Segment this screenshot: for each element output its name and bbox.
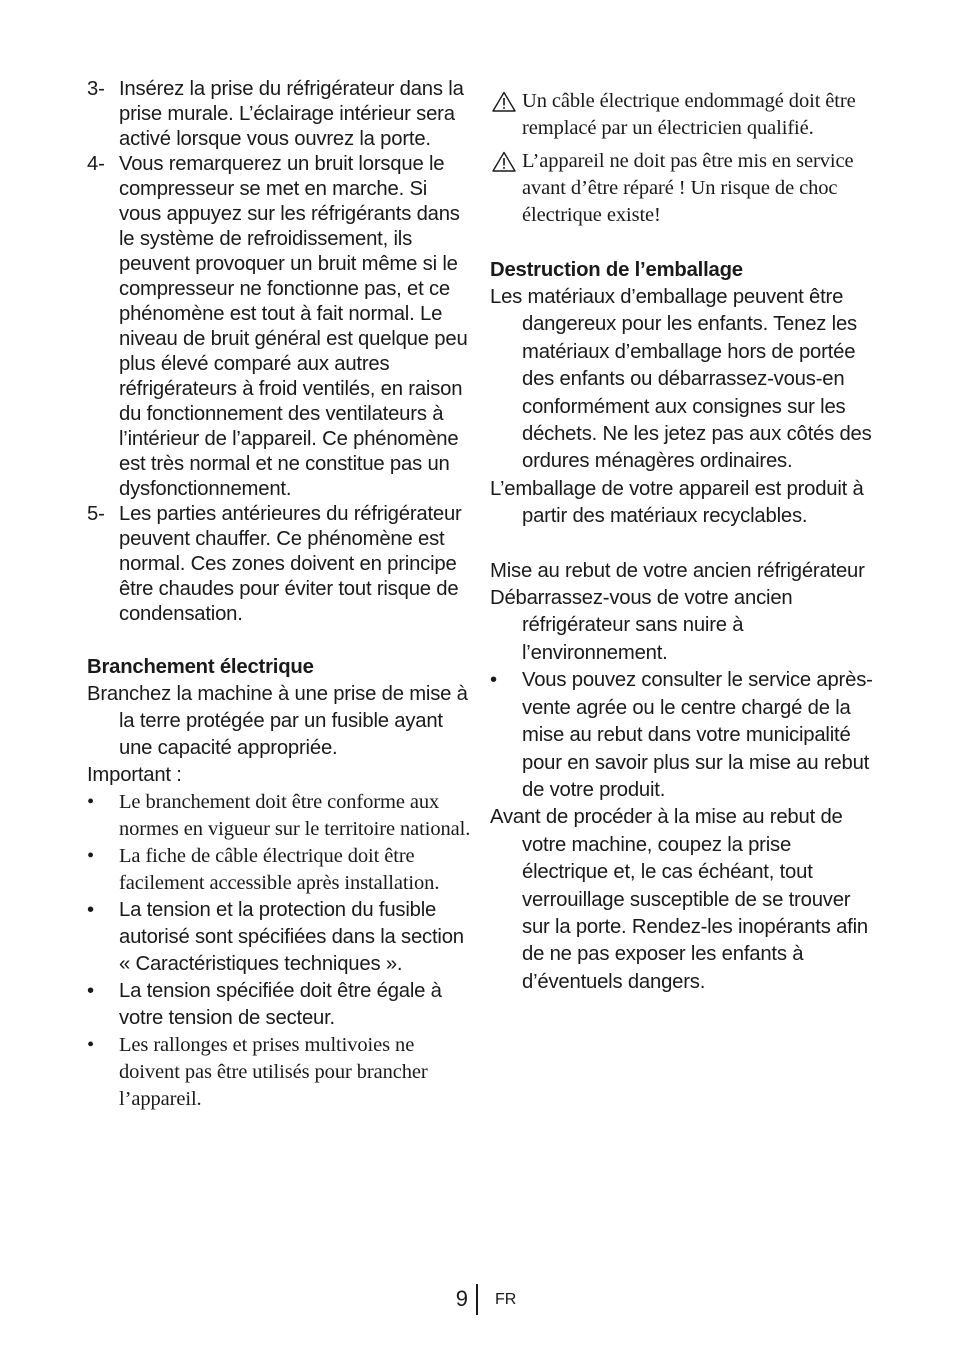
step-number: 4-: [87, 153, 105, 175]
warning-triangle-icon: [492, 151, 516, 172]
disposal-paragraph: Débarrassez-vous de votre ancien réfrigérateur sans nuire à l’environnement.: [490, 587, 793, 664]
list-item: [490, 667, 874, 804]
list-item: [87, 978, 471, 1032]
page-footer: [0, 1284, 954, 1316]
footer-divider: [476, 1284, 478, 1315]
disposal-heading: Mise au rebut de votre ancien réfrigérateur: [490, 559, 865, 582]
electrical-heading: Branchement électrique: [87, 656, 314, 678]
step-number: 5-: [87, 503, 105, 525]
step-5: [87, 502, 471, 627]
list-item: [87, 897, 471, 978]
language-code: FR: [495, 1291, 517, 1308]
electrical-intro: Branchez la machine à une prise de mise à la terre protégée par un fusible ayant une capacité appropriée.: [87, 683, 468, 759]
bullet-icon: •: [87, 791, 95, 813]
warning-text: L’appareil ne doit pas être mis en service avant d’être réparé ! Un risque de choc électrique existe!: [522, 150, 854, 226]
step-text: Insérez la prise du réfrigérateur dans la prise murale. L’éclairage intérieur sera activé lorsque vous ouvrez la porte.: [119, 78, 464, 150]
bullet-icon: •: [87, 899, 94, 921]
list-item: [87, 1032, 471, 1113]
spacer: [490, 531, 874, 558]
list-item-text: Vous pouvez consulter le service après-vente agrée ou le centre chargé de la mise au rebut dans votre municipalité pour en savoir plus sur la mise au rebut de votre produit.: [522, 669, 873, 801]
right-column: [490, 88, 874, 996]
warning-triangle-icon: [492, 91, 516, 112]
step-4: [87, 152, 471, 502]
bullet-icon: •: [87, 1034, 95, 1056]
spacer: [87, 627, 471, 654]
packaging-paragraph: L’emballage de votre appareil est produit à partir des matériaux recyclables.: [490, 477, 864, 528]
step-number: 3-: [87, 78, 105, 100]
list-item-text: Les rallonges et prises multivoies ne doivent pas être utilisés pour brancher l’appareil.: [119, 1034, 428, 1110]
disposal-paragraph: Avant de procéder à la mise au rebut de votre machine, coupez la prise électrique et, le cas échéant, tout verrouillage susceptible de se trouver sur la porte. Rendez-les inopérants afin de ne pas exposer les enfants à d’éventuels dangers.: [490, 806, 868, 993]
spacer: [490, 229, 874, 257]
left-column: [87, 77, 471, 1113]
packaging-paragraph: Les matériaux d’emballage peuvent être dangereux pour les enfants. Tenez les matériaux d’emballage hors de portée des enfants ou débarrassez-vous-en conformément aux consignes sur les déchets. Ne les jetez pas aux côtés des ordures ménagères ordinaires.: [490, 286, 872, 473]
warning-note: [490, 148, 874, 229]
list-item-text: La fiche de câble électrique doit être facilement accessible après installation.: [119, 845, 440, 894]
packaging-heading: Destruction de l’emballage: [490, 259, 743, 281]
step-text: Vous remarquerez un bruit lorsque le compresseur se met en marche. Si vous appuyez sur les réfrigérants dans le système de refroidissement, ils peuvent provoquer un bruit même si le compresseur ne fonctionne pas, et ce phénomène est tout à fait normal. Le niveau de bruit général est quelque peu plus élevé comparé aux autres réfrigérateurs à froid ventilés, en raison du fonctionnement des ventilateurs à l’intérieur de l’appareil. Ce phénomène est très normal et ne constitue pas un dysfonctionnement.: [119, 153, 468, 500]
bullet-icon: •: [490, 669, 497, 692]
list-item-text: La tension spécifiée doit être égale à votre tension de secteur.: [119, 980, 442, 1029]
bullet-icon: •: [87, 845, 95, 867]
list-item: [87, 789, 471, 843]
list-item: [87, 843, 471, 897]
bullet-icon: •: [87, 980, 94, 1002]
page-number: 9: [455, 1286, 468, 1311]
warning-text: Un câble électrique endommagé doit être remplacé par un électricien qualifié.: [522, 90, 856, 139]
list-item-text: La tension et la protection du fusible autorisé sont spécifiées dans la section « Caractéristiques techniques ».: [119, 899, 464, 975]
step-3: [87, 77, 471, 152]
important-label: Important :: [87, 764, 182, 786]
list-item-text: Le branchement doit être conforme aux normes en vigueur sur le territoire national.: [119, 791, 471, 840]
step-text: Les parties antérieures du réfrigérateur peuvent chauffer. Ce phénomène est normal. Ces zones doivent en principe être chaudes pour éviter tout risque de condensation.: [119, 503, 462, 625]
warning-note: [490, 88, 874, 142]
